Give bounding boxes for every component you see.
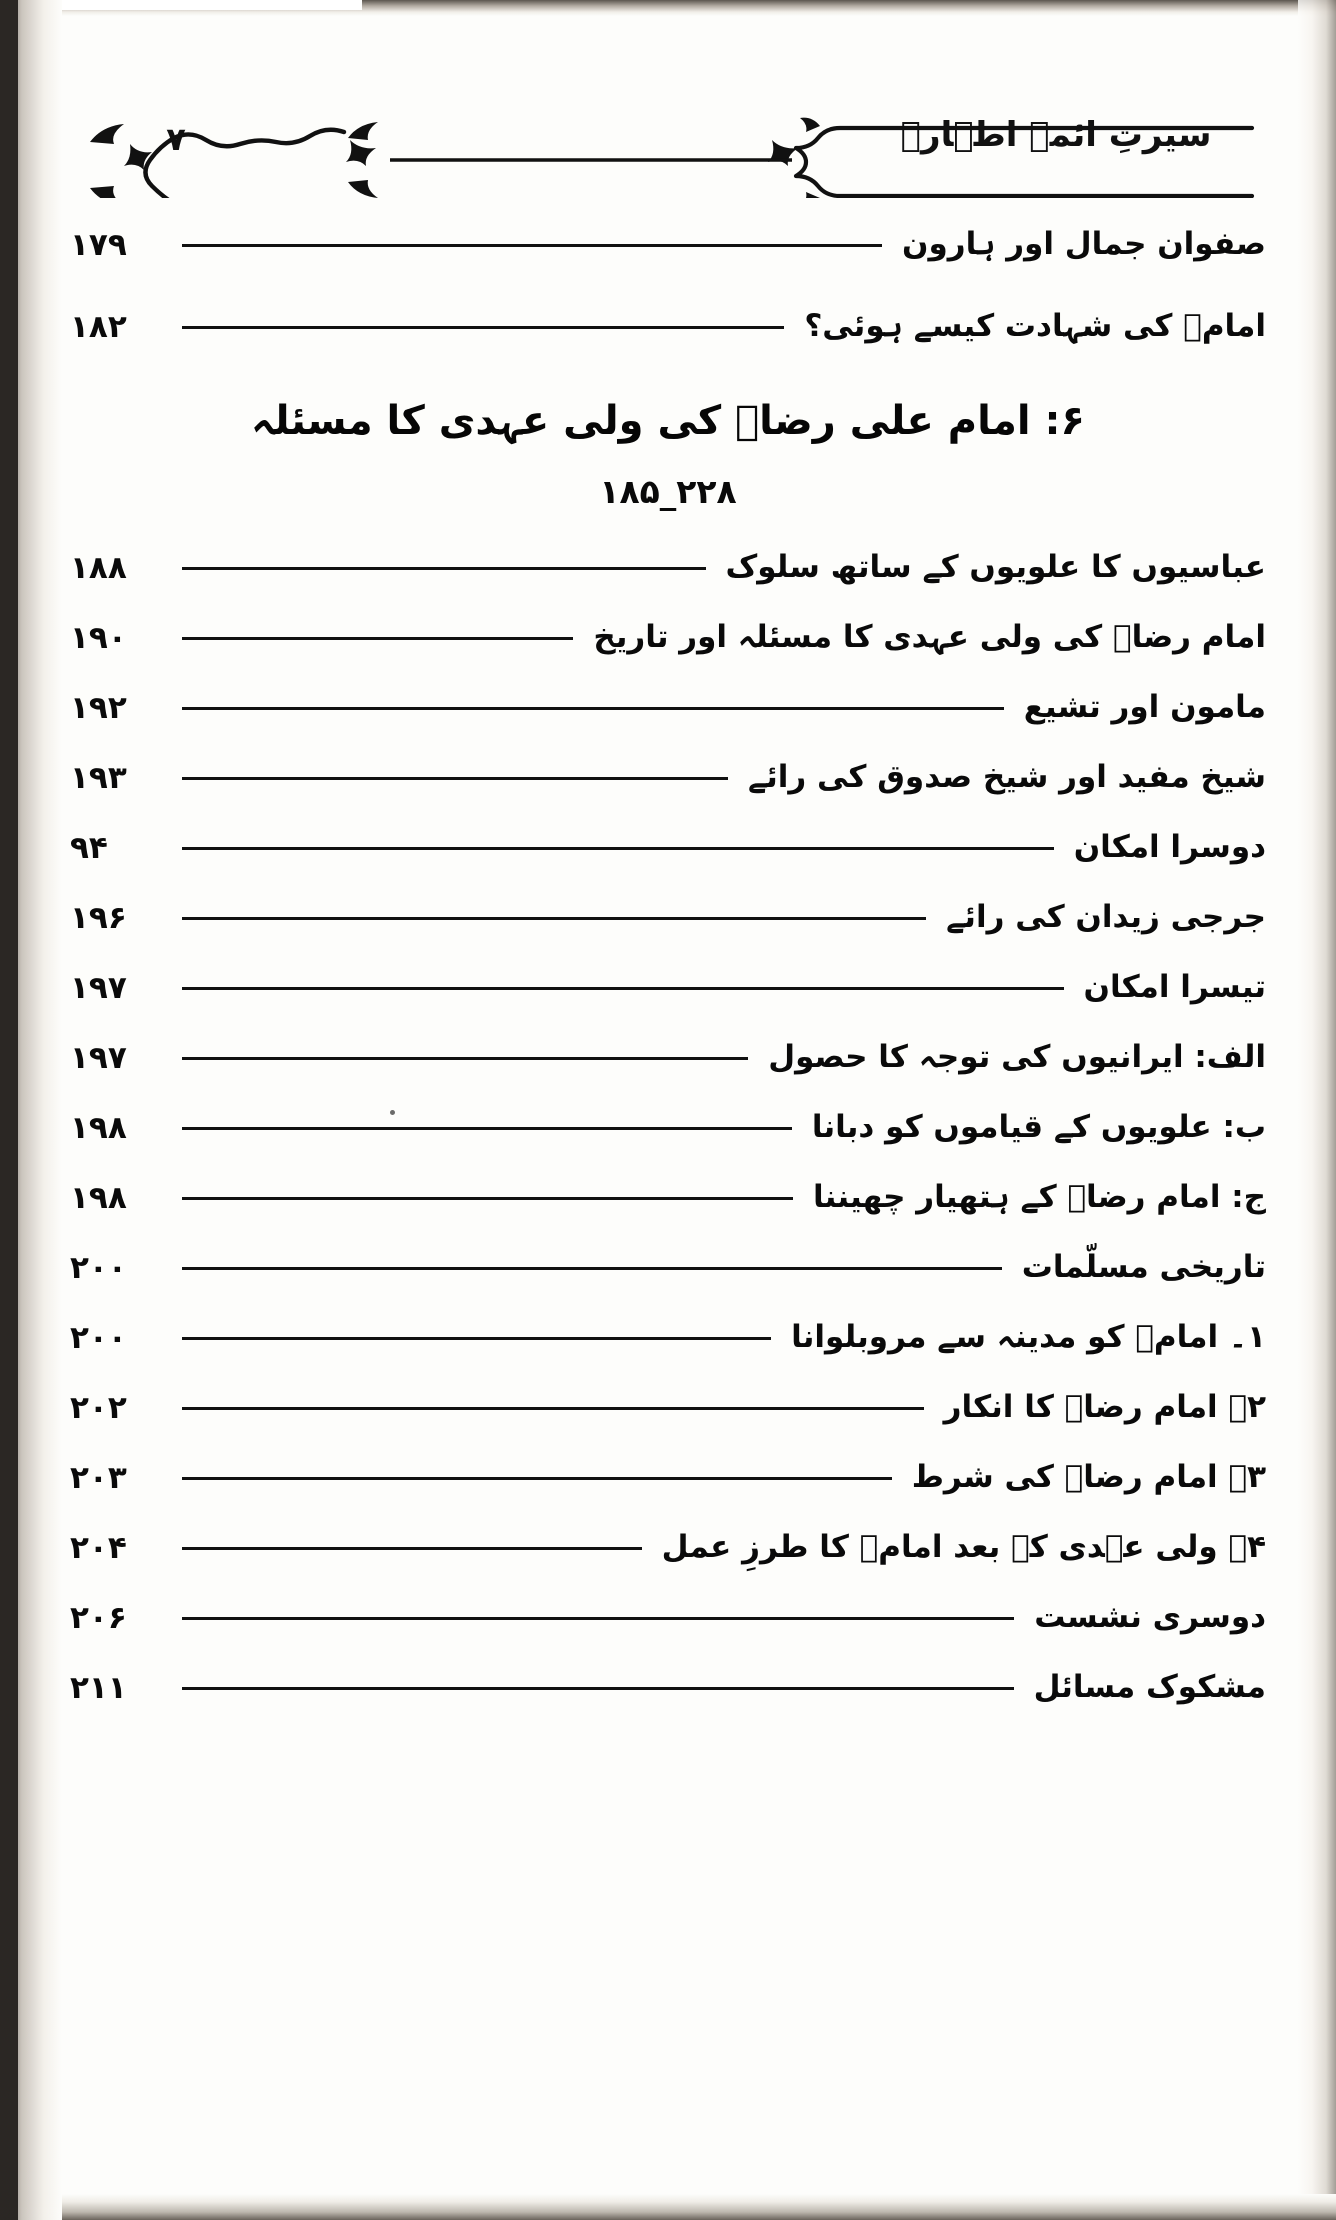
toc-entry-page: ۲۰۳ <box>70 1460 127 1496</box>
toc-leader-line <box>182 987 1064 990</box>
toc-entry-page: ۲۰۲ <box>70 1390 127 1426</box>
toc-leader-line <box>182 244 882 247</box>
toc-entry[interactable] <box>70 1515 1266 1581</box>
toc-entry-title: ۲۔ امام رضاؑ کا انکار <box>943 1389 1266 1426</box>
chapter-heading-block <box>70 396 1266 511</box>
scan-corner-highlight <box>62 0 362 10</box>
toc-entry-title: شیخ مفید اور شیخ صدوق کی رائے <box>747 759 1266 796</box>
toc-entry-page: ۱۹۶ <box>70 900 127 936</box>
toc-leader-line <box>182 1547 642 1550</box>
toc-leader-line <box>182 1407 924 1410</box>
toc-entry-page: ۱۹۸ <box>70 1180 127 1216</box>
toc-entry-page: ۱۹۸ <box>70 1110 127 1146</box>
toc-entry-page: ۲۰۰ <box>70 1320 127 1356</box>
toc-leader-line <box>182 326 784 329</box>
toc-entry-page: ۲۰۴ <box>70 1530 127 1566</box>
toc-entry-title: ۴۔ ولی عہدی کے بعد امامؑ کا طرزِ عمل <box>661 1529 1266 1566</box>
toc-entry[interactable] <box>70 288 1266 366</box>
page-content <box>70 20 1266 2190</box>
toc-entry[interactable] <box>70 1375 1266 1441</box>
toc-entry[interactable] <box>70 1025 1266 1091</box>
chapter-page-range: ۲۲۸_۱۸۵ <box>599 472 737 511</box>
toc-leader-line <box>182 1127 792 1130</box>
toc-entry-title: جرجی زیدان کی رائے <box>946 899 1266 936</box>
toc-leader-line <box>182 1617 1014 1620</box>
toc-entry-title: ۳۔ امام رضاؑ کی شرط <box>911 1459 1266 1496</box>
toc-entry-page: ۲۰۶ <box>70 1600 127 1636</box>
scan-edge-right <box>1298 0 1336 2220</box>
toc-entry[interactable] <box>70 1235 1266 1301</box>
toc-entry-title: دوسرا امکان <box>1073 829 1266 866</box>
toc-entry-page: ۱۸۲ <box>70 309 127 345</box>
toc-entry-title: الف: ایرانیوں کی توجہ کا حصول <box>768 1039 1266 1076</box>
table-of-contents <box>70 206 1266 1725</box>
toc-entry-page: ۲۱۱ <box>70 1670 127 1706</box>
toc-entry-page: ۱۹۷ <box>70 970 127 1006</box>
toc-leader-line <box>182 1267 1002 1270</box>
toc-entry-title: مشکوک مسائل <box>1033 1669 1266 1706</box>
toc-entry-page: ۱۹۳ <box>70 760 127 796</box>
toc-leader-line <box>182 1687 1014 1690</box>
toc-entry-title: تاریخی مسلّمات <box>1021 1249 1266 1286</box>
toc-entry[interactable] <box>70 885 1266 951</box>
toc-entry[interactable] <box>70 1445 1266 1511</box>
toc-leader-line <box>182 777 728 780</box>
scan-edge-left-dark-strip <box>0 0 18 2220</box>
toc-entry-title: ۱۔ امامؑ کو مدینہ سے مروبلوانا <box>791 1319 1266 1356</box>
scan-edge-bottom <box>62 2194 1336 2220</box>
toc-entry[interactable] <box>70 206 1266 284</box>
toc-entry[interactable] <box>70 535 1266 601</box>
chapter-heading: ۶: امام علی رضاؑ کی ولی عہدی کا مسئلہ <box>251 398 1085 444</box>
toc-leader-line <box>182 917 926 920</box>
toc-leader-line <box>182 637 573 640</box>
toc-leader-line <box>182 847 1054 850</box>
toc-leader-line <box>182 1197 793 1200</box>
toc-entry-page: ۱۹۲ <box>70 690 127 726</box>
page-folio-number: ۷ <box>166 120 186 158</box>
toc-entry[interactable] <box>70 1095 1266 1161</box>
toc-leader-line <box>182 567 706 570</box>
toc-entry-page: ۱۸۸ <box>70 550 127 586</box>
toc-entry-page: ۱۹۰ <box>70 620 127 656</box>
toc-entry-page: ۱۷۹ <box>70 227 127 263</box>
toc-entry[interactable] <box>70 1585 1266 1651</box>
toc-leader-line <box>182 1337 771 1340</box>
toc-entry-page: ۱۹۷ <box>70 1040 127 1076</box>
scan-speck <box>390 1110 395 1115</box>
toc-entry-title: صفوان جمال اور ہارون <box>902 226 1266 263</box>
toc-entry[interactable] <box>70 745 1266 811</box>
toc-entry-title: مامون اور تشیع <box>1023 689 1266 726</box>
toc-entry-title: امام رضاؑ کی ولی عہدی کا مسئلہ اور تاریخ <box>593 619 1266 656</box>
toc-entry[interactable] <box>70 1305 1266 1371</box>
toc-entry-page: ۹۴ <box>70 830 108 866</box>
toc-entry-title: امامؑ کی شہادت کیسے ہوئی؟ <box>804 308 1266 345</box>
toc-entry-title: عباسیوں کا علویوں کے ساتھ سلوک <box>725 549 1266 586</box>
toc-entry-title: ب: علویوں کے قیاموں کو دبانا <box>811 1109 1266 1146</box>
toc-leader-line <box>182 1477 892 1480</box>
toc-entry[interactable] <box>70 605 1266 671</box>
toc-entry[interactable] <box>70 1165 1266 1231</box>
toc-entry[interactable] <box>70 815 1266 881</box>
toc-leader-line <box>182 707 1004 710</box>
toc-leader-line <box>182 1057 748 1060</box>
toc-entry-title: ج: امام رضاؑ کے ہتھیار چھیننا <box>813 1179 1266 1216</box>
toc-entry[interactable] <box>70 1655 1266 1721</box>
toc-entry-page: ۲۰۰ <box>70 1250 127 1286</box>
toc-entry-title: دوسری نشست <box>1034 1599 1266 1636</box>
toc-entry-title: تیسرا امکان <box>1083 969 1266 1006</box>
running-header-title: سیرتِ ائمہ اطہارؑ <box>900 115 1212 155</box>
toc-entry[interactable] <box>70 955 1266 1021</box>
toc-entry[interactable] <box>70 675 1266 741</box>
